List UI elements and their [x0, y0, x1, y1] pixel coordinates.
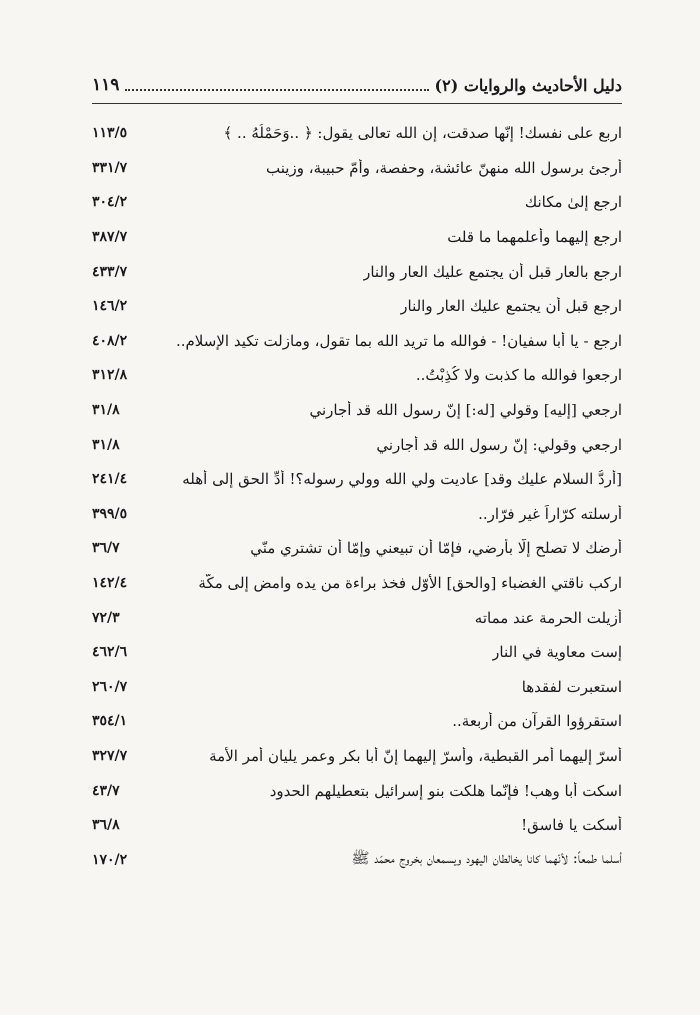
index-entry	[92, 151, 622, 186]
index-entries	[92, 116, 622, 877]
volume-page-ref: ٣٠٤/٢	[92, 194, 128, 211]
leader-dots	[125, 89, 428, 91]
index-entry	[92, 670, 622, 705]
page-number: ١١٩	[92, 75, 120, 95]
volume-page-ref: ٤٦٢/٦	[92, 644, 128, 661]
index-entry	[92, 358, 622, 393]
index-entry	[92, 704, 622, 739]
index-entry	[92, 635, 622, 670]
hadith-text: ارجع قبل أن يجتمع عليك العار والنار	[400, 297, 622, 316]
volume-page-ref: ٤٣٣/٧	[92, 263, 128, 280]
hadith-text: أرضك لا تصلح إلّا بأرضي، فإمّا أن تبيعني وإمّا أن تشتري منّي	[250, 539, 622, 558]
hadith-text: ارجع - يا أبا سفيان! - فوالله ما تريد الله بما تقول، ومازلت تكيد الإسلام..	[175, 331, 622, 350]
hadith-text: أسرّ إليهما أمر القبطية، وأسرّ إليهما إنّ أبا بكر وعمر يليان أمر الأمة	[209, 746, 622, 765]
index-entry	[92, 393, 622, 428]
volume-page-ref: ٣٦/٨	[92, 817, 120, 834]
volume-page-ref: ٤٣/٧	[92, 782, 120, 799]
volume-page-ref: ٣٥٤/١	[92, 713, 128, 730]
volume-page-ref: ٣٩٩/٥	[92, 505, 128, 522]
hadith-text: استقرؤوا القرآن من أربعة..	[452, 712, 622, 731]
index-entry	[92, 808, 622, 843]
hadith-text: إست معاوية في النار	[492, 643, 622, 662]
volume-page-ref: ٢٦٠/٧	[92, 678, 128, 695]
hadith-text: ارجعي وقولي: إنّ رسول الله قد أجارني	[376, 435, 622, 454]
index-entry	[92, 497, 622, 532]
hadith-text: اربع على نفسك! إنّها صدقت، إن الله تعالى يقول: ﴿ ..وَحَمْلُهُ .. ﴾	[223, 124, 622, 143]
volume-page-ref: ١٧٠/٢	[92, 851, 128, 868]
volume-page-ref: ٣١/٨	[92, 436, 120, 453]
index-entry	[92, 289, 622, 324]
index-entry	[92, 773, 622, 808]
volume-page-ref: ٤٠٨/٢	[92, 332, 128, 349]
volume-page-ref: ٣٣١/٧	[92, 159, 128, 176]
hadith-text: اسكت أبا وهب! فإنّما هلكت بنو إسرائيل بتعطيلهم الحدود	[269, 781, 622, 800]
index-entry	[92, 116, 622, 151]
hadith-text: أرسلته كرّاراً غير فرّار..	[478, 504, 622, 523]
volume-page-ref: ٣٦/٧	[92, 540, 120, 557]
book-title: دليل الأحاديث والروايات (٢)	[434, 75, 622, 95]
hadith-text: ارجعي [إليه] وقولي [له:] إنّ رسول الله قد أجارني	[309, 401, 622, 420]
index-entry	[92, 531, 622, 566]
index-entry	[92, 600, 622, 635]
hadith-text: ارجع إلىٰ مكانك	[524, 193, 622, 212]
header-rule	[92, 103, 622, 104]
index-entry	[92, 462, 622, 497]
running-header	[92, 70, 622, 100]
volume-page-ref: ٣٢٧/٧	[92, 747, 128, 764]
hadith-text: اركب ناقتي الغضباء [والحق] الأوّل فخذ براءة من يده وامضِ إلى مكّة	[198, 574, 622, 593]
hadith-text: ارجع بالعار قبل أن يجتمع عليك العار والنار	[363, 262, 622, 281]
index-entry	[92, 254, 622, 289]
hadith-text: أرجئ برسول الله منهنّ عائشة، وحفصة، وأُمّ حبيبة، وزينب	[266, 158, 622, 177]
index-entry	[92, 739, 622, 774]
volume-page-ref: ١١٣/٥	[92, 125, 128, 142]
volume-page-ref: ٧٢/٣	[92, 609, 120, 626]
index-entry	[92, 185, 622, 220]
hadith-text: [أردُّ السلام عليك وقد] عاديت ولي الله وولي رسوله؟! أدِّ الحق إلى أهله	[182, 470, 622, 489]
hadith-text: ارجعوا فوالله ما كذبت ولا كُذِبْتُ..	[415, 366, 622, 385]
index-entry	[92, 842, 622, 877]
index-entry	[92, 220, 622, 255]
index-entry	[92, 427, 622, 462]
hadith-text: أُسكت يا فاسق!	[521, 816, 622, 835]
volume-page-ref: ١٤٢/٤	[92, 575, 128, 592]
volume-page-ref: ١٤٦/٢	[92, 298, 128, 315]
volume-page-ref: ٣١/٨	[92, 402, 120, 419]
hadith-text: أسلما طمعاً: لأنّهما كانا يخالطان اليهود ويسمعان بخروج محمّد ﷺ	[351, 848, 622, 867]
volume-page-ref: ٣٨٧/٧	[92, 229, 128, 246]
index-entry	[92, 324, 622, 359]
hadith-text: أُزيلت الحرمة عند مماته	[474, 608, 622, 627]
volume-page-ref: ٢٤١/٤	[92, 471, 128, 488]
index-entry	[92, 566, 622, 601]
hadith-text: استعبرت لفقدها	[521, 677, 622, 696]
hadith-text: ارجع إليهما وأعلمهما ما قلت	[447, 228, 622, 247]
volume-page-ref: ٣١٢/٨	[92, 367, 128, 384]
